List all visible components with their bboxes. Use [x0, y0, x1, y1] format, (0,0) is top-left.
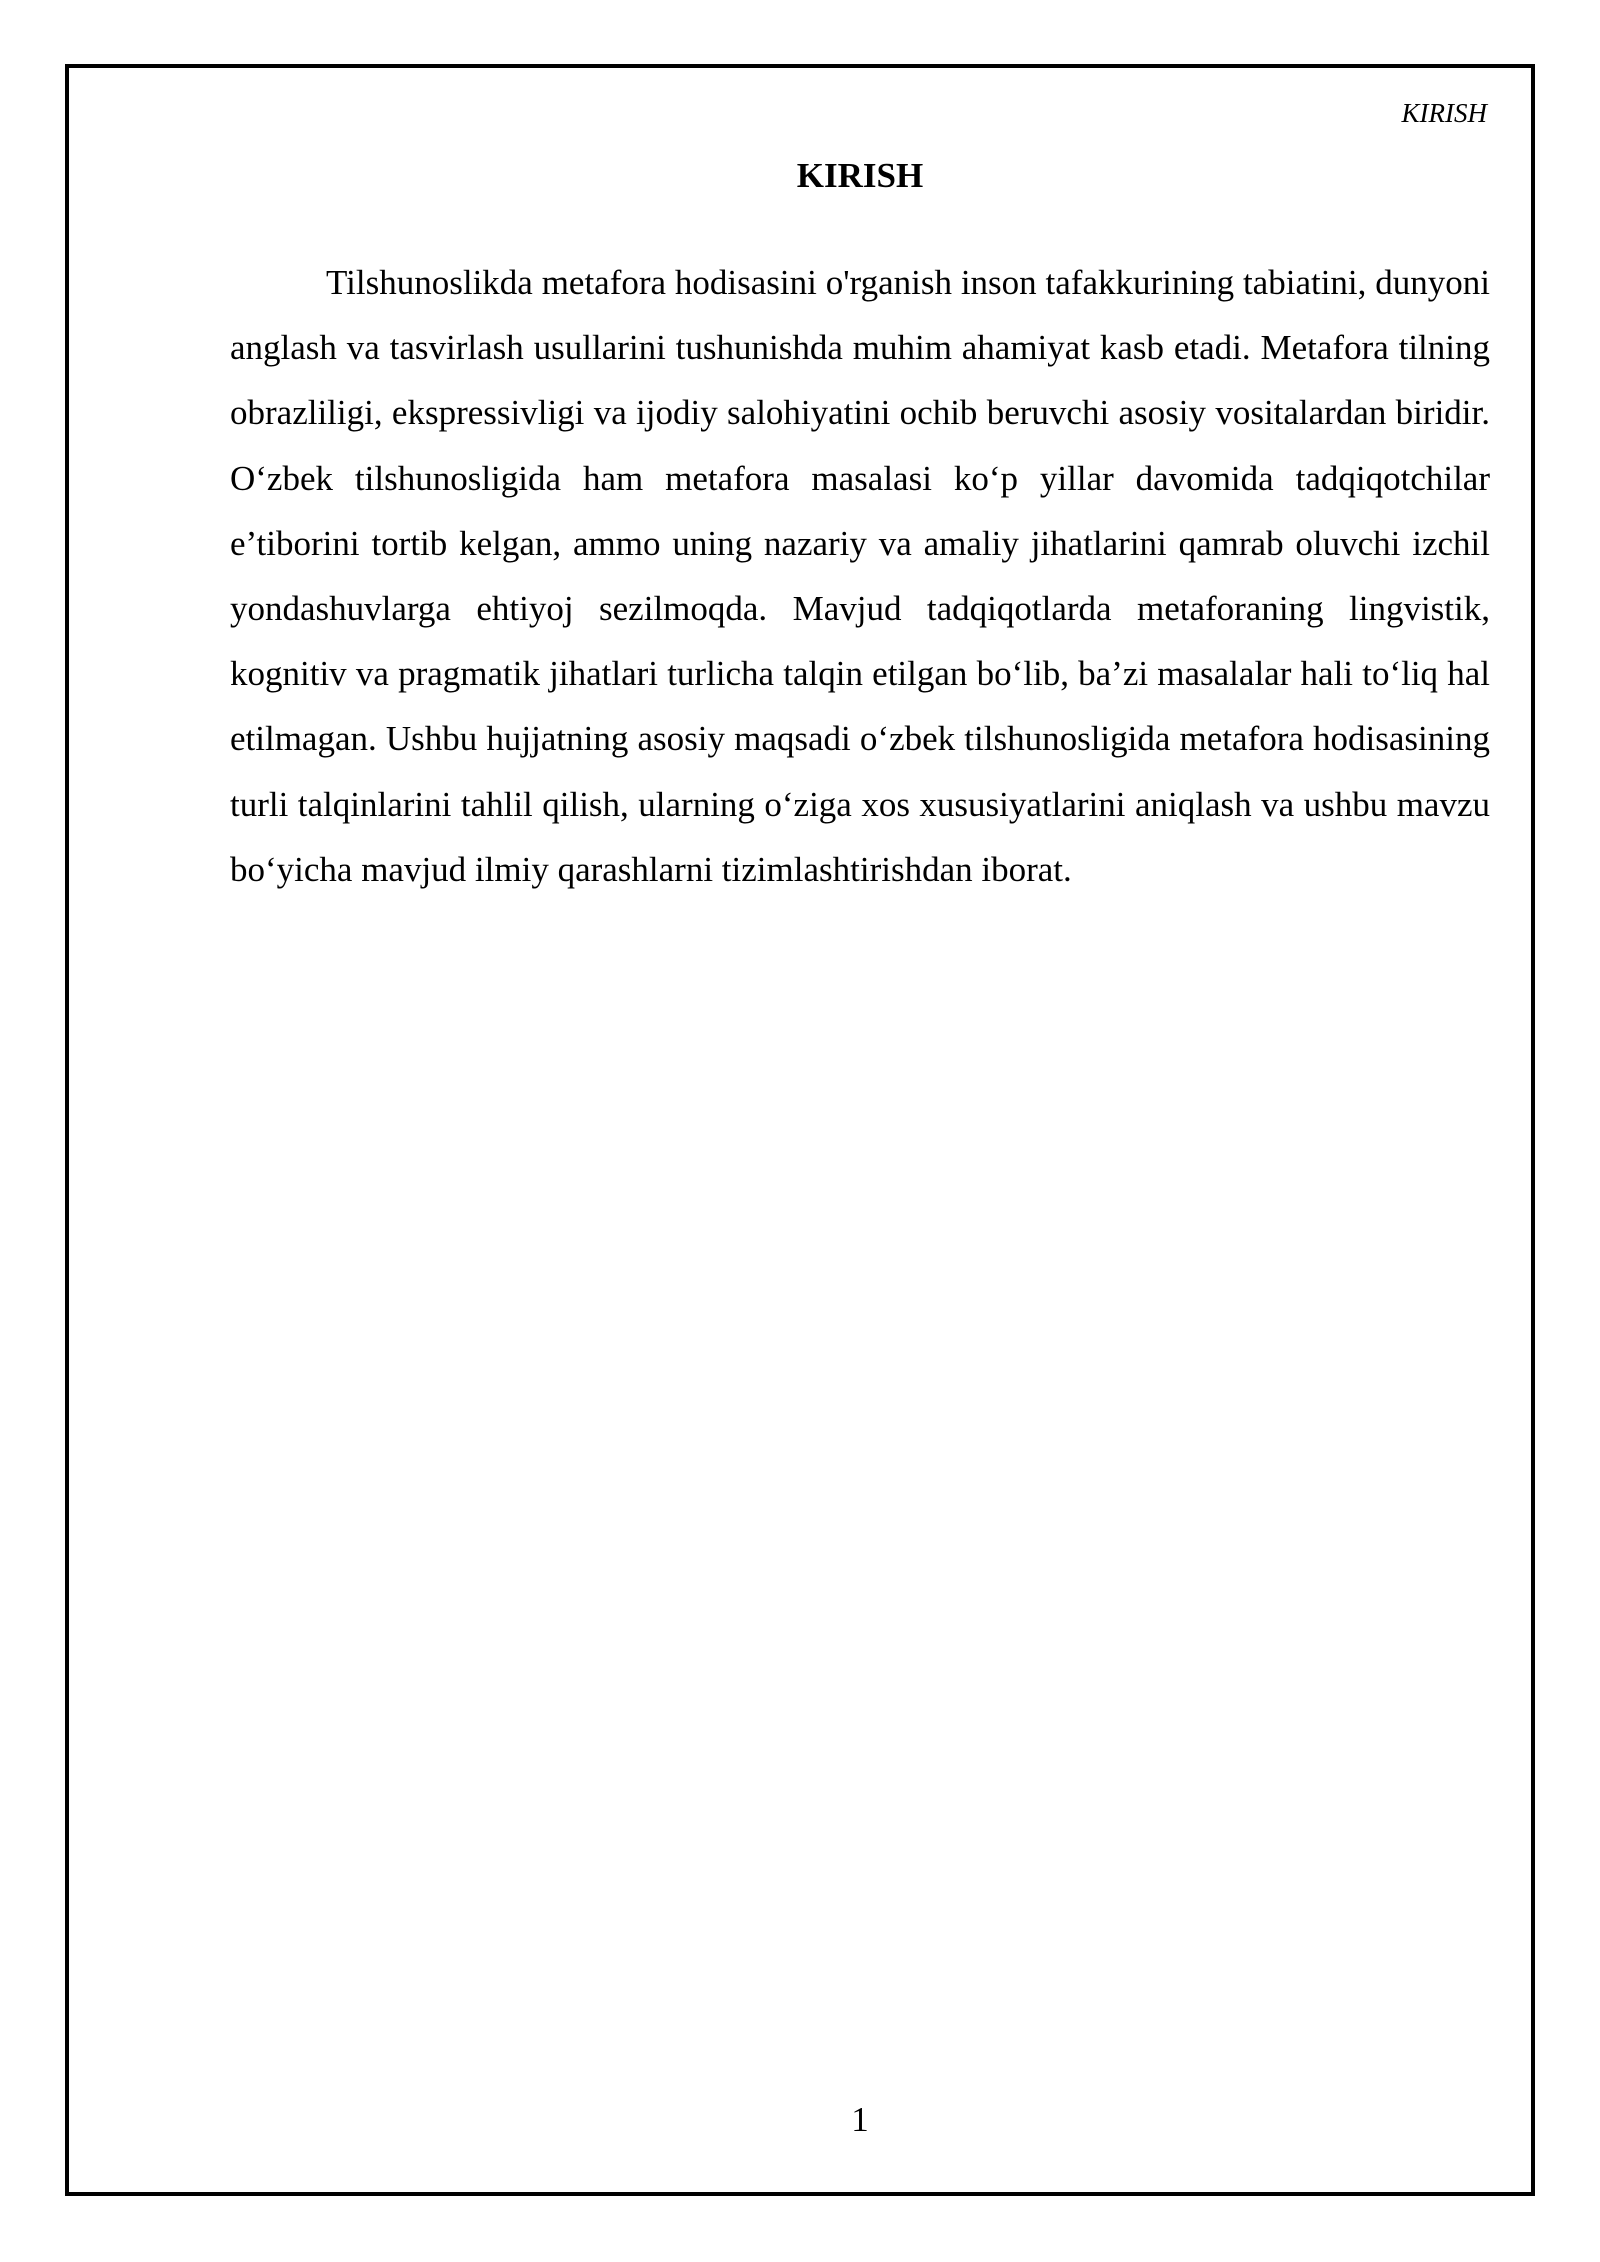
page-number: 1: [851, 2100, 869, 2139]
running-header: KIRISH: [1401, 98, 1487, 128]
body-paragraph: Tilshunoslikda metafora hodisasini o'rganish inson tafakkurining tabiatini, dunyoni anglash va tasvirlash usullarini tushunishda muhim ahamiyat kasb etadi. Metafora tilning obrazliligi, ekspressivligi va ijodiy salohiyatini ochib beruvchi asosiy vositalardan biridir. O‘zbek tilshunosligida ham metafora masalasi ko‘p yillar davomida tadqiqotchilar e’tiborini tortib kelgan, ammo uning nazariy va amaliy jihatlarini qamrab oluvchi izchil yondashuvlarga ehtiyoj sezilmoqda. Mavjud tadqiqotlarda metaforaning lingvistik, kognitiv va pragmatik jihatlari turlicha talqin etilgan bo‘lib, ba’zi masalalar hali to‘liq hal etilmagan. Ushbu hujjatning asosiy maqsadi o‘zbek tilshunosligida metafora hodisasining turli talqinlarini tahlil qilish, ularning o‘ziga xos xususiyatlarini aniqlash va ushbu mavzu bo‘yicha mavjud ilmiy qarashlarni tizimlashtirishdan iborat.: [230, 263, 1490, 889]
chapter-title: KIRISH: [796, 156, 924, 195]
